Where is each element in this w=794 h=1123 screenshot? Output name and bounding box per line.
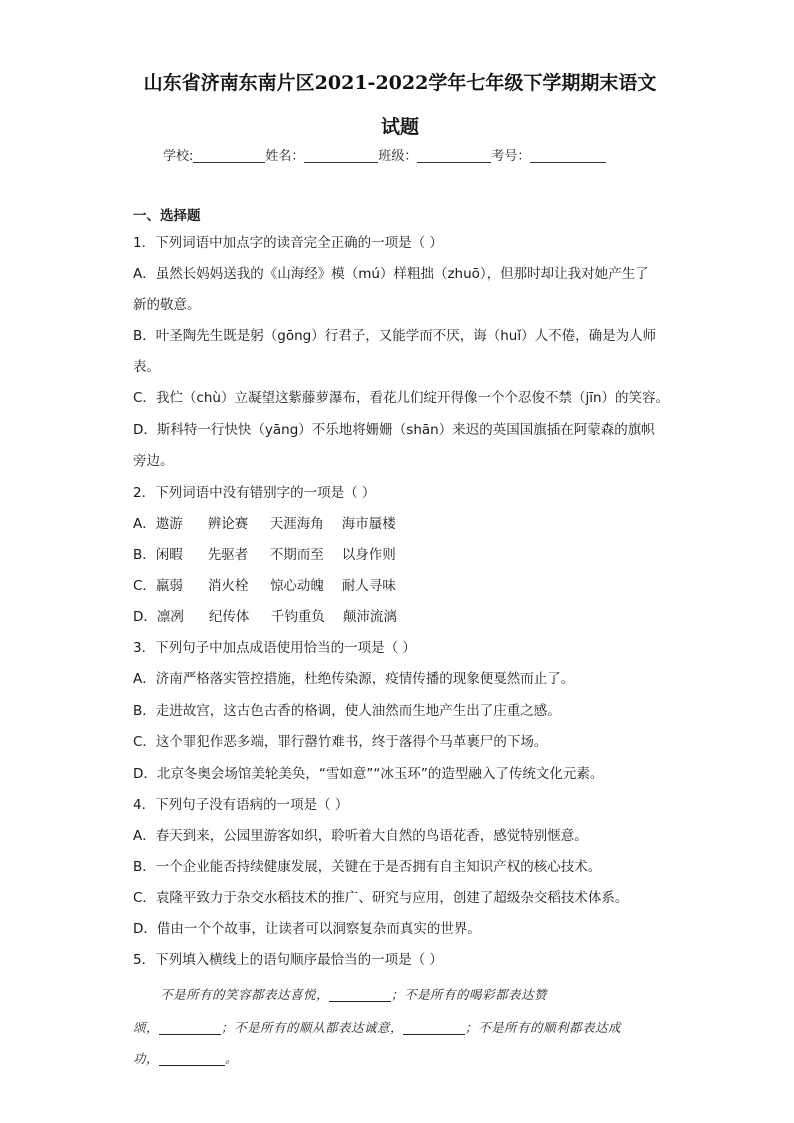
q1-option-b: B．叶圣陶先生既是躬（gōng）行君子，又能学而不厌，诲（huǐ）人不倦，确是为人师 xyxy=(133,328,657,344)
q4-option-d: D．借由一个个故事，让读者可以洞察复杂而真实的世界。 xyxy=(133,921,481,937)
option-word: 凛冽 xyxy=(156,609,184,625)
option-label: B． xyxy=(133,547,156,563)
page-title: 山东省济南东南片区2021-2022学年七年级下学期期末语文 xyxy=(143,72,657,94)
q2-option-b xyxy=(133,546,396,564)
option-word: 耐人寻味 xyxy=(341,578,396,594)
q2-option-d xyxy=(133,608,397,626)
option-word: 先驱者 xyxy=(207,547,249,563)
q5-passage-line-2 xyxy=(133,1018,621,1036)
page-title-continued: 试题 xyxy=(380,116,419,138)
option-word: 羸弱 xyxy=(155,578,183,594)
q5-text: 不是所有的笑容都表达喜悦， xyxy=(160,987,330,1002)
q1-option-b-cont: 表。 xyxy=(133,359,160,375)
option-word: 遨游 xyxy=(155,516,183,532)
option-label: D． xyxy=(133,609,157,625)
q3-option-c: C．这个罪犯作恶多端，罪行罄竹难书，终于落得个马革裹尸的下场。 xyxy=(133,734,548,750)
option-word: 辨论赛 xyxy=(207,516,249,532)
q1-option-a-cont: 新的敬意。 xyxy=(133,297,201,313)
option-word: 千钧重负 xyxy=(270,609,325,625)
q3-stem: 3．下列句子中加点成语使用恰当的一项是（ ） xyxy=(133,640,416,656)
q5-passage-line-1 xyxy=(160,985,547,1003)
q5-text: 。 xyxy=(225,1051,239,1066)
q4-option-c: C．袁隆平致力于杂交水稻技术的推广、研究与应用，创建了超级杂交稻技术体系。 xyxy=(133,890,629,906)
q4-option-a: A．春天到来，公园里游客如织，聆听着大自然的鸟语花香，感觉特别惬意。 xyxy=(133,828,588,844)
q5-text: ；不是所有的顺利都表达成 xyxy=(465,1020,622,1035)
q3-option-d: D．北京冬奥会场馆美轮美奂，“雪如意”“冰玉环”的造型融入了传统文化元素。 xyxy=(133,766,604,782)
q1-option-d-cont: 旁边。 xyxy=(133,453,174,469)
q5-blank-3[interactable] xyxy=(403,1021,465,1035)
q5-blank-4[interactable] xyxy=(159,1052,225,1066)
name-blank[interactable] xyxy=(304,148,378,163)
q1-option-d: D．斯科特一行快快（yāng）不乐地将姗姗（shān）来迟的英国国旗插在阿蒙森的旗帜 xyxy=(133,422,655,438)
q2-option-c xyxy=(133,577,396,595)
student-info-row xyxy=(163,145,606,164)
option-word: 纪传体 xyxy=(208,609,250,625)
q4-stem: 4．下列句子没有语病的一项是（ ） xyxy=(133,797,349,813)
option-word: 惊心动魄 xyxy=(269,578,324,594)
q3-option-a: A．济南严格落实管控措施，杜绝传染源，疫情传播的现象便戛然而止了。 xyxy=(133,671,575,687)
q5-blank-2[interactable] xyxy=(159,1021,221,1035)
option-word: 海市蜃楼 xyxy=(341,516,396,532)
number-blank[interactable] xyxy=(530,148,606,163)
option-word: 以身作则 xyxy=(341,547,396,563)
option-word: 消火栓 xyxy=(207,578,249,594)
q1-option-a: A．虽然长妈妈送我的《山海经》模（mú）样粗拙（zhuō），但那时却让我对她产生了 xyxy=(133,266,649,282)
option-label: C． xyxy=(133,578,156,594)
q1-stem: 1．下列词语中加点字的读音完全正确的一项是（ ） xyxy=(133,235,443,251)
option-word: 颠沛流漓 xyxy=(342,609,397,625)
section-heading: 一、选择题 xyxy=(133,208,201,224)
q4-option-b: B．一个企业能否持续健康发展，关键在于是否拥有自主知识产权的核心技术。 xyxy=(133,859,602,875)
class-blank[interactable] xyxy=(417,148,491,163)
q5-text: ；不是所有的喝彩都表达赞 xyxy=(391,987,548,1002)
option-word: 天涯海角 xyxy=(269,516,324,532)
option-label: A． xyxy=(133,516,156,532)
q5-stem: 5．下列填入横线上的语句顺序最恰当的一项是（ ） xyxy=(133,952,443,968)
option-word: 闲暇 xyxy=(155,547,183,563)
name-label: 姓名： xyxy=(265,149,305,164)
q5-passage-line-3 xyxy=(133,1049,238,1067)
class-label: 班级： xyxy=(378,149,418,164)
school-label: 学校: xyxy=(163,149,194,164)
number-label: 考号： xyxy=(491,149,531,164)
school-blank[interactable] xyxy=(193,148,265,163)
q5-text: 功， xyxy=(133,1051,160,1066)
q5-blank-1[interactable] xyxy=(329,988,391,1002)
q2-stem: 2．下列词语中没有错别字的一项是（ ） xyxy=(133,485,376,501)
q5-text: 颂， xyxy=(133,1020,160,1035)
q3-option-b: B．走进故宫，这古色古香的格调，使人油然而生地产生出了庄重之感。 xyxy=(133,703,561,719)
q2-option-a xyxy=(133,515,396,533)
q5-text: ；不是所有的顺从都表达诚意， xyxy=(221,1020,404,1035)
q1-option-c: C．我伫（chù）立凝望这紫藤萝瀑布，看花儿们绽开得像一个个忍俊不禁（jīn）的笑容。 xyxy=(133,390,670,406)
option-word: 不期而至 xyxy=(269,547,324,563)
